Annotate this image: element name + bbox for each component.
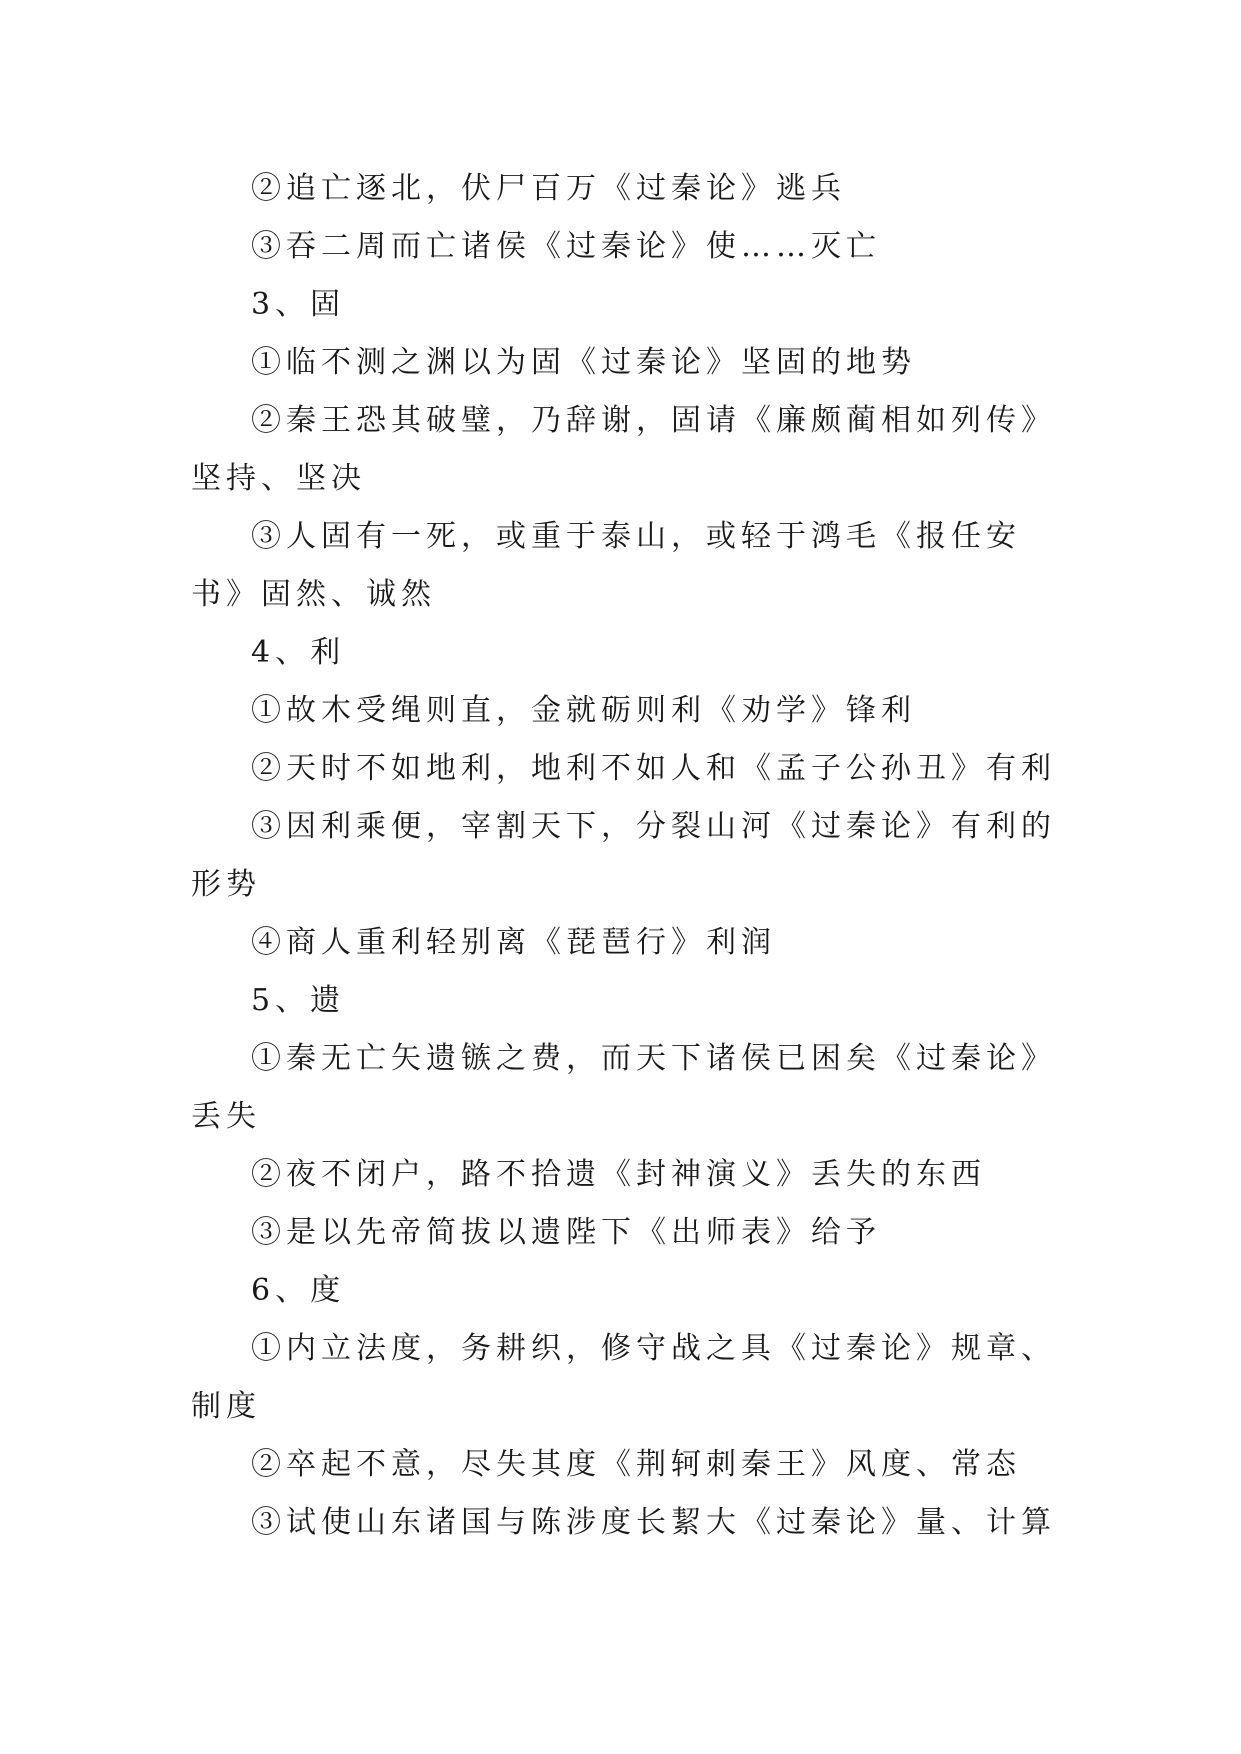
section-heading: 4、利 <box>251 635 346 670</box>
document-page <box>191 160 1061 1552</box>
section-heading: 6、度 <box>251 1273 346 1308</box>
paragraph: ②卒起不意，尽失其度《荆轲刺秦王》风度、常态 <box>251 1447 1021 1482</box>
paragraph: ③是以先帝简拔以遗陛下《出师表》给予 <box>251 1215 881 1250</box>
paragraph: ②追亡逐北，伏尸百万《过秦论》逃兵 <box>251 171 846 206</box>
paragraph: ③试使山东诸国与陈涉度长絜大《过秦论》量、计算 <box>251 1505 1056 1540</box>
paragraph: ③吞二周而亡诸侯《过秦论》使……灭亡 <box>251 229 881 264</box>
paragraph: ①临不测之渊以为固《过秦论》坚固的地势 <box>251 345 916 380</box>
paragraph: ②天时不如地利，地利不如人和《孟子公孙丑》有利 <box>251 751 1056 786</box>
section-heading: 5、遗 <box>251 983 346 1018</box>
paragraph: ③人固有一死，或重于泰山，或轻于鸿毛《报任安书》固然、诚然 <box>191 519 1021 612</box>
paragraph: ①故木受绳则直，金就砺则利《劝学》锋利 <box>251 693 916 728</box>
paragraph: ④商人重利轻别离《琵琶行》利润 <box>251 925 776 960</box>
paragraph: ②秦王恐其破璧，乃辞谢，固请《廉颇蔺相如列传》坚持、坚决 <box>191 403 1056 496</box>
paragraph: ①内立法度，务耕织，修守战之具《过秦论》规章、制度 <box>191 1331 1056 1424</box>
paragraph: ①秦无亡矢遗镞之费，而天下诸侯已困矣《过秦论》丢失 <box>191 1041 1056 1134</box>
section-heading: 3、固 <box>251 287 346 322</box>
paragraph: ②夜不闭户，路不拾遗《封神演义》丢失的东西 <box>251 1157 986 1192</box>
paragraph: ③因利乘便，宰割天下，分裂山河《过秦论》有利的形势 <box>191 809 1056 902</box>
